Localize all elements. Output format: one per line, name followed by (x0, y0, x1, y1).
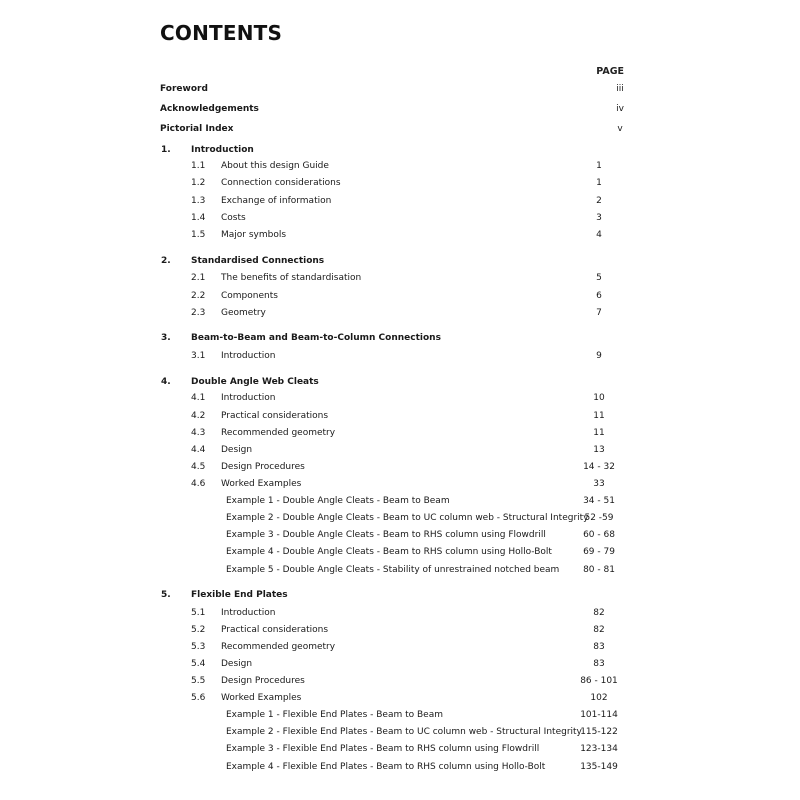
toc-section-title: Introduction (191, 145, 254, 155)
toc-entry-page: 6 (596, 291, 602, 301)
toc-subsection-number: 2.1 (191, 273, 206, 283)
toc-subsection-label: Recommended geometry (221, 642, 336, 652)
toc-section-heading[interactable] (0, 375, 800, 389)
toc-entry-page: 135-149 (580, 762, 618, 772)
toc-entry-label: Acknowledgements (160, 104, 259, 114)
toc-subsection-number: 1.5 (191, 230, 206, 240)
toc-subsection-entry[interactable] (0, 477, 800, 491)
toc-example-entry[interactable] (0, 528, 800, 542)
toc-subsection-number: 5.2 (191, 625, 206, 635)
page-column-header: PAGE (596, 66, 624, 77)
toc-example-entry[interactable] (0, 742, 800, 756)
toc-section-title: Standardised Connections (191, 256, 325, 266)
toc-entry-page: 7 (596, 308, 602, 318)
toc-subsection-label: Design (221, 445, 253, 455)
toc-subsection-label: Introduction (221, 393, 276, 403)
toc-entry-page: 123-134 (580, 744, 618, 754)
toc-subsection-number: 1.3 (191, 196, 206, 206)
toc-section-number: 1. (161, 145, 171, 155)
toc-subsection-number: 2.2 (191, 291, 206, 301)
toc-subsection-number: 5.3 (191, 642, 206, 652)
toc-subsection-entry[interactable] (0, 349, 800, 363)
toc-subsection-entry[interactable] (0, 640, 800, 654)
toc-section-heading[interactable] (0, 143, 800, 157)
toc-example-label: Example 2 - Flexible End Plates - Beam to UC column web - Structural Integrity (226, 727, 582, 737)
toc-subsection-label: The benefits of standardisation (221, 273, 362, 283)
toc-subsection-number: 4.4 (191, 445, 206, 455)
toc-subsection-label: Components (221, 291, 278, 301)
toc-section-heading[interactable] (0, 331, 800, 345)
toc-subsection-label: Major symbols (221, 230, 287, 240)
toc-entry-page: iii (616, 84, 624, 94)
toc-subsection-label: Practical considerations (221, 411, 329, 421)
toc-section-number: 5. (161, 590, 171, 600)
toc-entry-page: 83 (593, 659, 605, 669)
toc-section-title: Flexible End Plates (191, 590, 288, 600)
toc-example-label: Example 1 - Double Angle Cleats - Beam to Beam (226, 496, 450, 506)
toc-subsection-entry[interactable] (0, 211, 800, 225)
toc-entry-page: 14 - 32 (583, 462, 615, 472)
toc-subsection-number: 5.6 (191, 693, 206, 703)
toc-example-entry[interactable] (0, 725, 800, 739)
toc-example-entry[interactable] (0, 511, 800, 525)
toc-subsection-entry[interactable] (0, 657, 800, 671)
toc-subsection-entry[interactable] (0, 623, 800, 637)
toc-entry-page: 33 (593, 479, 605, 489)
toc-entry-page: 102 (590, 693, 608, 703)
toc-subsection-label: Introduction (221, 608, 276, 618)
toc-subsection-entry[interactable] (0, 460, 800, 474)
toc-subsection-entry[interactable] (0, 391, 800, 405)
toc-entry-page: 80 - 81 (583, 565, 615, 575)
toc-subsection-entry[interactable] (0, 606, 800, 620)
toc-subsection-label: Practical considerations (221, 625, 329, 635)
toc-example-entry[interactable] (0, 708, 800, 722)
toc-section-number: 2. (161, 256, 171, 266)
toc-entry-page: 11 (593, 411, 605, 421)
toc-subsection-label: Design (221, 659, 253, 669)
toc-subsection-label: Connection considerations (221, 178, 341, 188)
toc-example-label: Example 4 - Double Angle Cleats - Beam to RHS column using Hollo-Bolt (226, 547, 552, 557)
toc-subsection-entry[interactable] (0, 409, 800, 423)
toc-subsection-entry[interactable] (0, 289, 800, 303)
toc-entry-page: 9 (596, 351, 602, 361)
toc-entry-page: 11 (593, 428, 605, 438)
toc-entry-page: 34 - 51 (583, 496, 615, 506)
toc-example-label: Example 1 - Flexible End Plates - Beam to Beam (226, 710, 443, 720)
toc-subsection-entry[interactable] (0, 159, 800, 173)
toc-entry-page: 69 - 79 (583, 547, 615, 557)
toc-entry-page: 82 (593, 625, 605, 635)
toc-subsection-number: 4.3 (191, 428, 206, 438)
toc-subsection-number: 4.2 (191, 411, 206, 421)
toc-subsection-entry[interactable] (0, 176, 800, 190)
toc-subsection-number: 1.2 (191, 178, 206, 188)
toc-section-number: 4. (161, 377, 171, 387)
toc-subsection-entry[interactable] (0, 443, 800, 457)
toc-subsection-entry[interactable] (0, 271, 800, 285)
toc-subsection-label: Worked Examples (221, 693, 302, 703)
toc-example-entry[interactable] (0, 760, 800, 774)
toc-subsection-entry[interactable] (0, 228, 800, 242)
toc-front-entry[interactable] (0, 122, 800, 136)
toc-subsection-label: About this design Guide (221, 161, 329, 171)
toc-subsection-entry[interactable] (0, 674, 800, 688)
toc-entry-page: 101-114 (580, 710, 618, 720)
toc-subsection-entry[interactable] (0, 426, 800, 440)
toc-subsection-label: Recommended geometry (221, 428, 336, 438)
toc-entry-page: v (617, 124, 623, 134)
toc-subsection-number: 5.1 (191, 608, 206, 618)
toc-subsection-number: 2.3 (191, 308, 206, 318)
toc-example-entry[interactable] (0, 563, 800, 577)
toc-section-heading[interactable] (0, 254, 800, 268)
toc-subsection-label: Costs (221, 213, 246, 223)
toc-entry-page: 3 (596, 213, 602, 223)
toc-subsection-number: 5.5 (191, 676, 206, 686)
toc-front-entry[interactable] (0, 82, 800, 96)
toc-section-title: Double Angle Web Cleats (191, 377, 319, 387)
toc-subsection-entry[interactable] (0, 306, 800, 320)
toc-example-entry[interactable] (0, 494, 800, 508)
toc-subsection-label: Exchange of information (221, 196, 332, 206)
toc-entry-page: 4 (596, 230, 602, 240)
toc-entry-label: Foreword (160, 84, 208, 94)
toc-subsection-number: 4.1 (191, 393, 206, 403)
toc-entry-page: 115-122 (580, 727, 618, 737)
toc-entry-page: 52 -59 (584, 513, 614, 523)
toc-section-title: Beam-to-Beam and Beam-to-Column Connections (191, 333, 441, 343)
toc-subsection-number: 4.6 (191, 479, 206, 489)
toc-subsection-label: Introduction (221, 351, 276, 361)
toc-entry-page: 1 (596, 161, 602, 171)
page-title: CONTENTS (160, 21, 283, 45)
toc-example-label: Example 3 - Flexible End Plates - Beam to RHS column using Flowdrill (226, 744, 540, 754)
toc-subsection-label: Design Procedures (221, 676, 305, 686)
toc-subsection-number: 5.4 (191, 659, 206, 669)
toc-subsection-entry[interactable] (0, 194, 800, 208)
toc-example-label: Example 5 - Double Angle Cleats - Stability of unrestrained notched beam (226, 565, 560, 575)
toc-entry-page: 10 (593, 393, 605, 403)
toc-front-entry[interactable] (0, 102, 800, 116)
toc-subsection-label: Worked Examples (221, 479, 302, 489)
toc-entry-page: 83 (593, 642, 605, 652)
toc-section-number: 3. (161, 333, 171, 343)
toc-entry-page: 82 (593, 608, 605, 618)
toc-subsection-number: 1.4 (191, 213, 206, 223)
toc-example-label: Example 2 - Double Angle Cleats - Beam to UC column web - Structural Integrity (226, 513, 589, 523)
toc-subsection-number: 3.1 (191, 351, 206, 361)
toc-entry-page: 86 - 101 (580, 676, 618, 686)
toc-section-heading[interactable] (0, 588, 800, 602)
toc-entry-label: Pictorial Index (160, 124, 234, 134)
toc-subsection-entry[interactable] (0, 691, 800, 705)
toc-example-label: Example 3 - Double Angle Cleats - Beam to RHS column using Flowdrill (226, 530, 546, 540)
toc-example-entry[interactable] (0, 545, 800, 559)
toc-entry-page: 13 (593, 445, 605, 455)
toc-subsection-number: 1.1 (191, 161, 206, 171)
toc-entry-page: 2 (596, 196, 602, 206)
toc-entry-page: iv (616, 104, 624, 114)
toc-entry-page: 5 (596, 273, 602, 283)
toc-entry-page: 1 (596, 178, 602, 188)
toc-subsection-label: Design Procedures (221, 462, 305, 472)
toc-subsection-number: 4.5 (191, 462, 206, 472)
toc-example-label: Example 4 - Flexible End Plates - Beam to RHS column using Hollo-Bolt (226, 762, 546, 772)
toc-entry-page: 60 - 68 (583, 530, 615, 540)
toc-subsection-label: Geometry (221, 308, 266, 318)
